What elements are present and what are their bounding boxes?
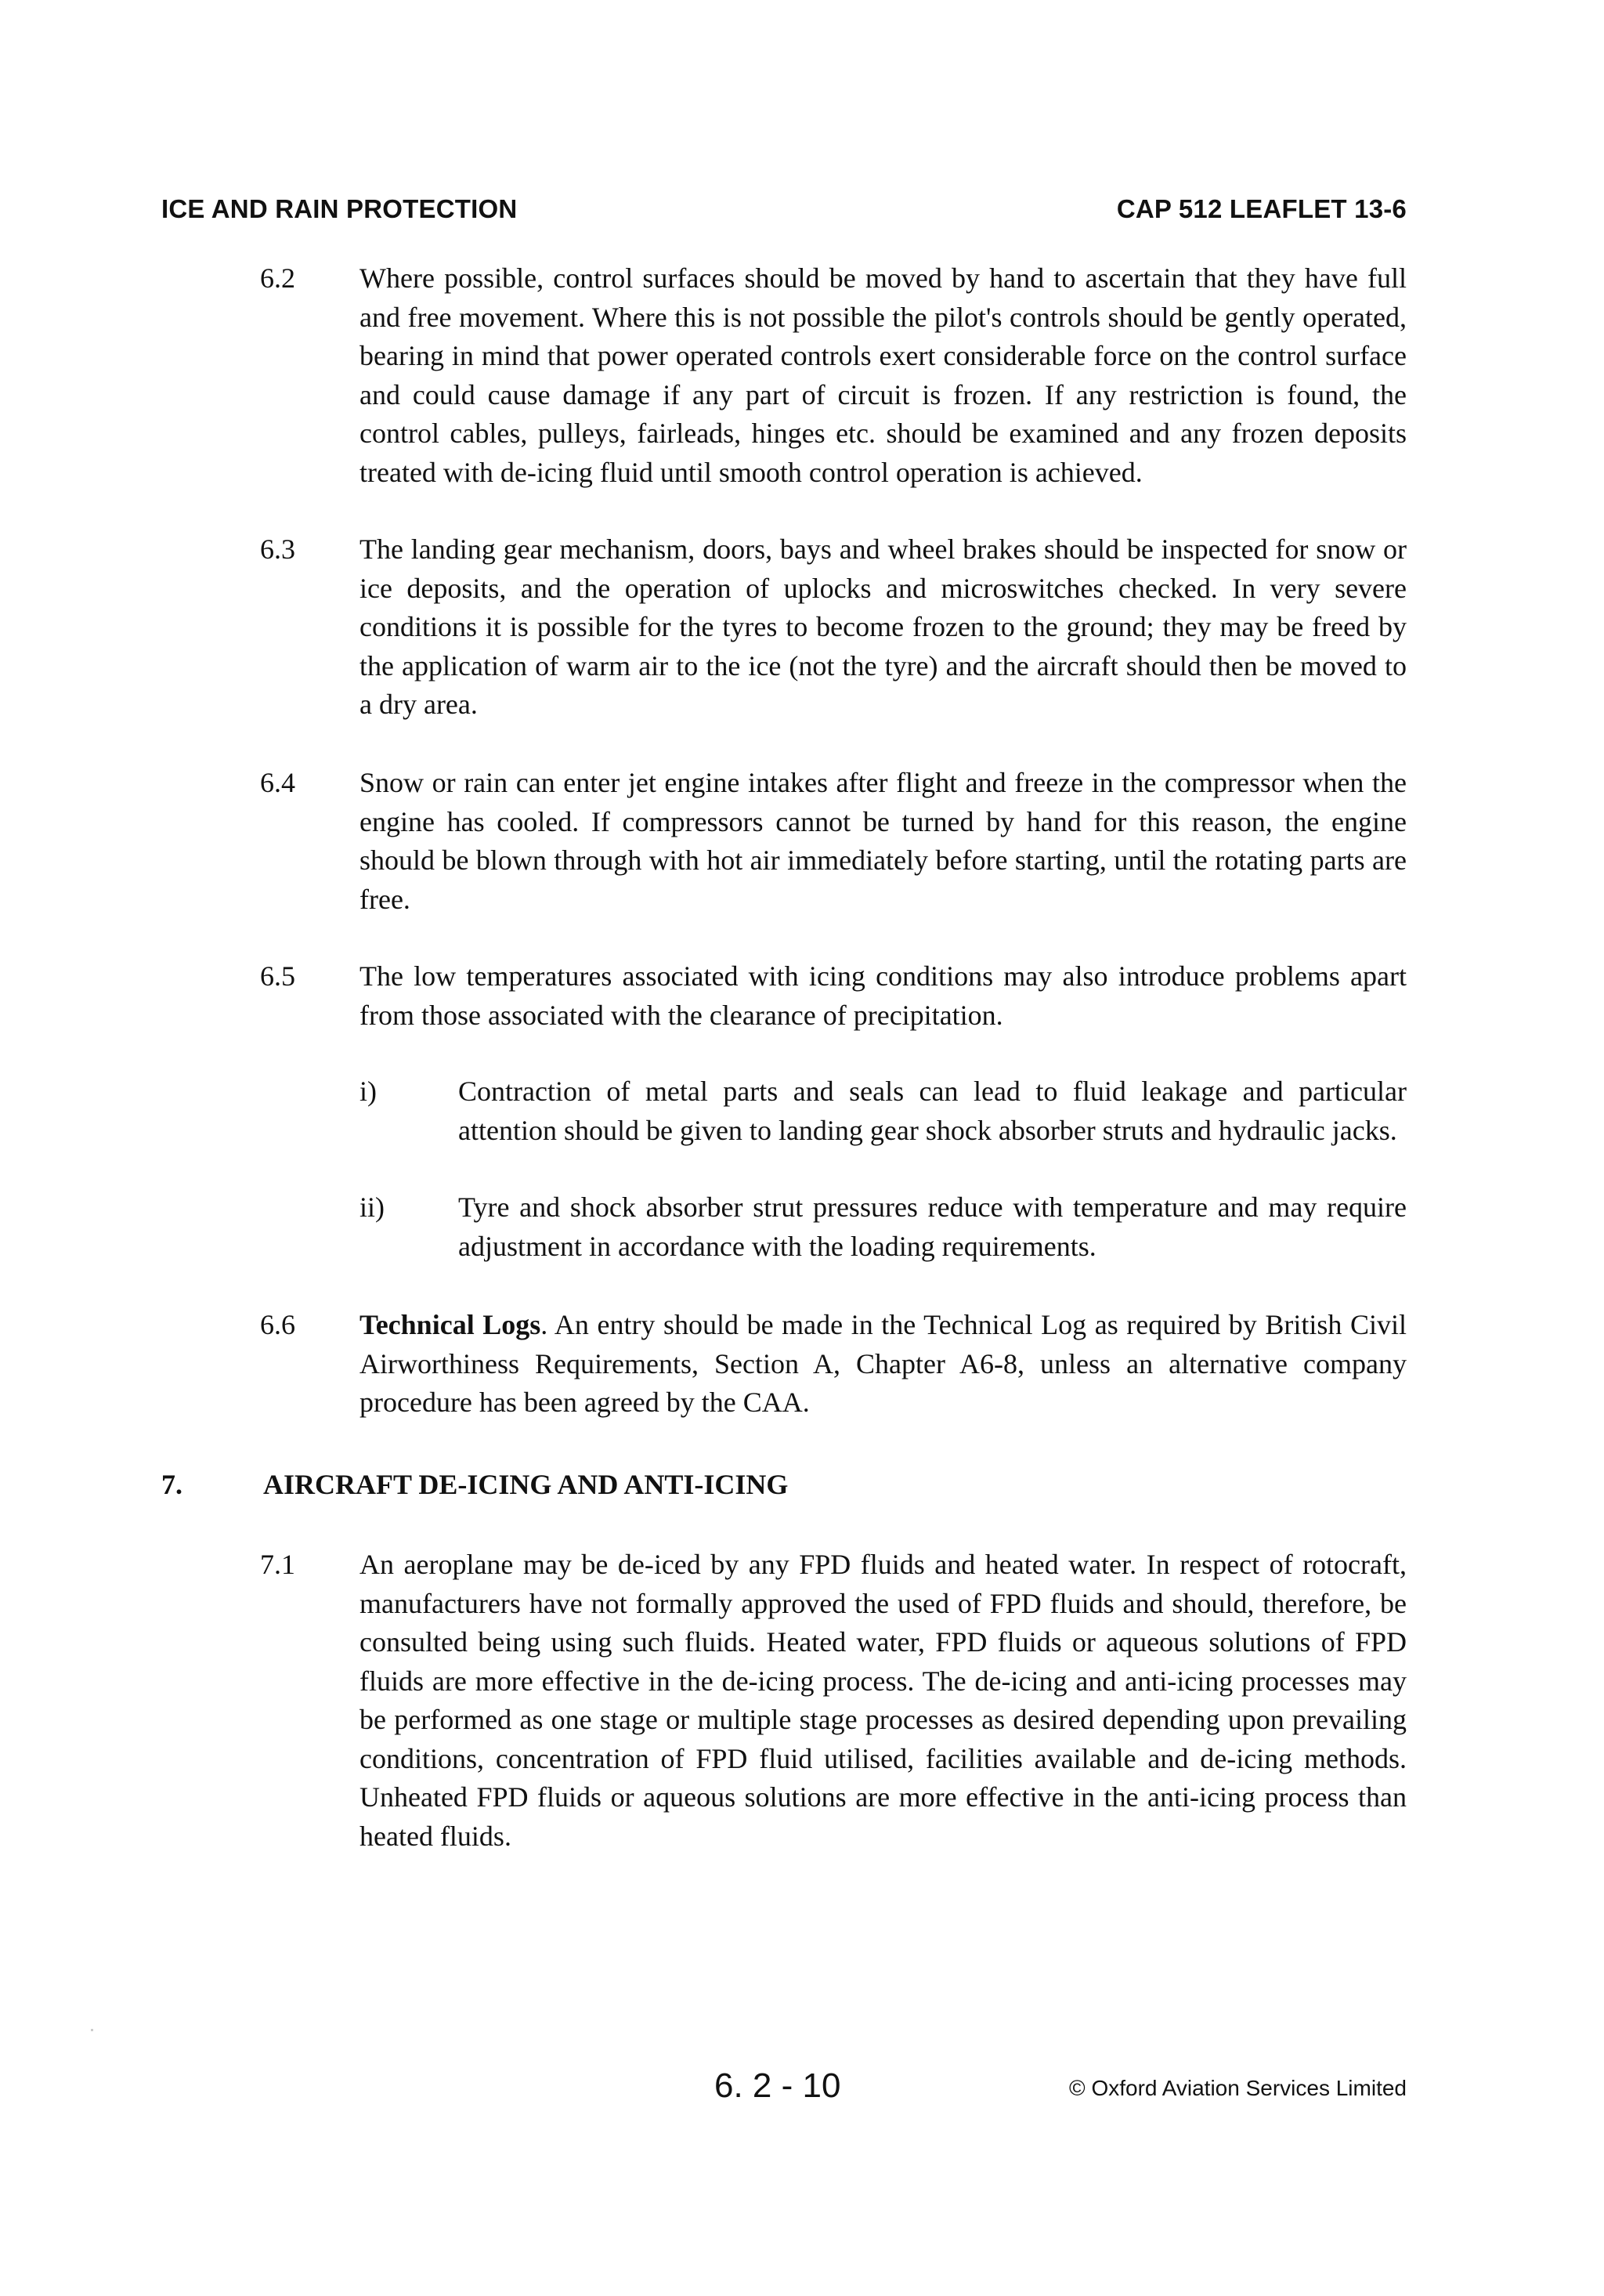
paragraph-text	[359, 1306, 1407, 1423]
paragraph-number: 7.1	[260, 1549, 295, 1580]
page-number: 6. 2 - 10	[714, 2066, 841, 2105]
header-right: CAP 512 LEAFLET 13-6	[1116, 194, 1407, 223]
copyright-notice: © Oxford Aviation Services Limited	[1069, 2076, 1407, 2100]
list-item-number: ii)	[359, 1191, 385, 1223]
paragraph-number: 6.5	[260, 960, 295, 992]
section-title: AIRCRAFT DE-ICING AND ANTI-ICING	[263, 1469, 789, 1500]
paragraph-text: An aeroplane may be de-iced by any FPD fluids and heated water. In respect of rotocraft, manufacturers have not formally approved the used of FPD fluids and should, therefore, be consulted being using such fluids. Heated water, FPD fluids or aqueous solutions of FPD fluids are more effective in the de-icing process. The de-icing and anti-icing processes may be performed as one stage or multiple stage processes as desired depending upon prevailing conditions, concentration of FPD fluid utilised, facilities available and de-icing methods. Unheated FPD fluids or aqueous solutions are more effective in the anti-icing process than heated fluids.	[359, 1549, 1407, 1852]
header-left: ICE AND RAIN PROTECTION	[161, 194, 518, 223]
paragraph-text: Snow or rain can enter jet engine intakes after flight and freeze in the compressor when the engine has cooled. If compressors cannot be turned by hand for this reason, the engine should be blown through with hot air immediately before starting, until the rotating parts are free.	[359, 767, 1407, 915]
paragraph-body: . An entry should be made in the Technical Log as required by British Civil Airworthiness Requirements, Section A, Chapter A6-8, unless an alternative company procedure has been agreed by the CAA.	[359, 1309, 1407, 1418]
paragraph-lead: Technical Logs	[359, 1309, 541, 1340]
paragraph-number: 6.3	[260, 533, 295, 565]
list-item-text: Tyre and shock absorber strut pressures reduce with temperature and may require adjustment in accordance with the loading requirements.	[458, 1191, 1407, 1262]
paragraph-number: 6.2	[260, 262, 295, 294]
paragraph-text: Where possible, control surfaces should be moved by hand to ascertain that they have full and free movement. Where this is not possible the pilot's controls should be gently operated, bearing in mind that power operated controls exert considerable force on the control surface and could cause damage if any part of circuit is frozen. If any restriction is found, the control cables, pulleys, fairleads, hinges etc. should be examined and any frozen deposits treated with de-icing fluid until smooth control operation is achieved.	[359, 262, 1407, 488]
paragraph-number: 6.6	[260, 1309, 295, 1340]
paragraph-number: 6.4	[260, 767, 295, 798]
list-item-text: Contraction of metal parts and seals can lead to fluid leakage and particular attention should be given to landing gear shock absorber struts and hydraulic jacks.	[458, 1076, 1407, 1146]
paragraph-text: The low temperatures associated with icing conditions may also introduce problems apart from those associated with the clearance of precipitation.	[359, 960, 1407, 1031]
scan-speck	[91, 2029, 93, 2031]
paragraph-text: The landing gear mechanism, doors, bays and wheel brakes should be inspected for snow or ice deposits, and the operation of uplocks and microswitches checked. In very severe conditions it is possible for the tyres to become frozen to the ground; they may be freed by the application of warm air to the ice (not the tyre) and the aircraft should then be moved to a dry area.	[359, 533, 1407, 720]
section-number: 7.	[161, 1469, 182, 1500]
list-item-number: i)	[359, 1076, 377, 1107]
